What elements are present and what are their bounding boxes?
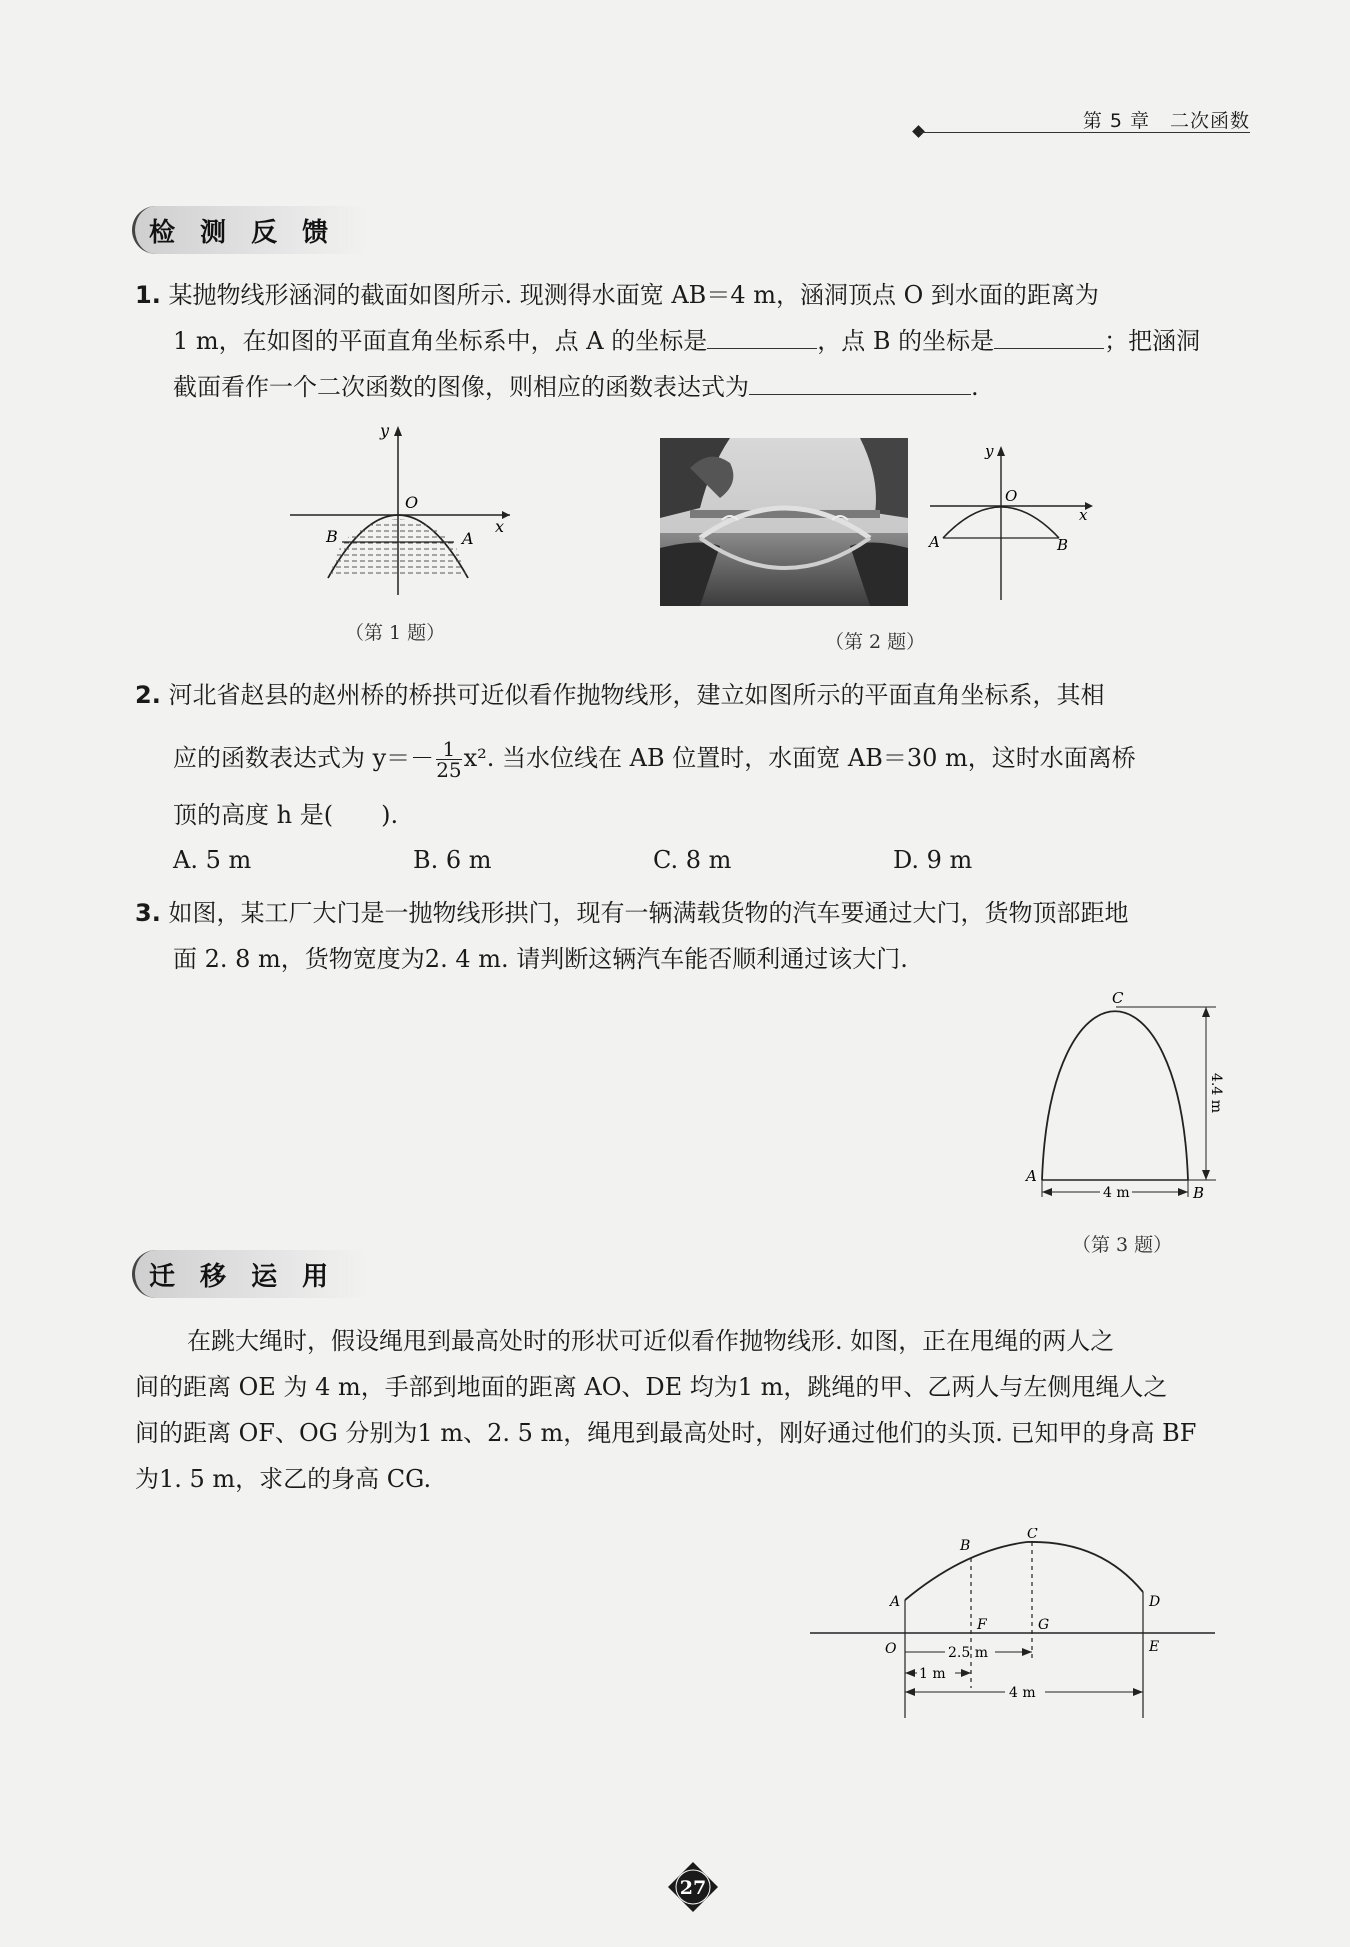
fig1-label-B: B [326,527,338,546]
fig3-label-A: A [1026,1167,1037,1185]
fig3-label-B: B [1193,1184,1205,1202]
question-3 [135,890,1255,982]
fig4-label-G: G [1038,1617,1050,1633]
fig4-label-A: A [890,1594,901,1610]
question-number: 3. [135,899,161,927]
fig4-label-O: O [885,1641,897,1657]
section-transfer-title: 迁 移 运 用 [149,1261,337,1292]
choice-a[interactable]: A. 5 m [173,846,252,874]
question-1 [135,272,1255,410]
page-number-badge [666,1860,720,1914]
question-number: 2. [135,681,161,709]
figure-1-caption: （第 1 题） [345,622,446,644]
figure-1-culvert [280,420,530,610]
fig3-label-width: 4 m [1103,1185,1130,1201]
q1-line3b: . [971,373,979,401]
answer-blank-function[interactable] [749,368,971,395]
fig1-label-O: O [405,493,419,512]
fig1-label-y: y [380,421,390,440]
fig2-label-A: A [929,533,940,551]
fig1-label-A: A [462,529,474,548]
page-number: 27 [679,1877,707,1899]
choice-c[interactable]: C. 8 m [653,846,732,874]
q2-line3: 顶的高度 h 是( ). [173,801,399,829]
transfer-line2: 间的距离 OE 为 4 m，手部到地面的距离 AO、DE 均为1 m，跳绳的甲、乙两人与左侧甩绳人之 [135,1373,1168,1401]
fig2-label-B: B [1057,536,1069,554]
q1-line3a: 截面看作一个二次函数的图像，则相应的函数表达式为 [173,373,749,401]
transfer-problem [135,1318,1255,1502]
fraction: $\frac{1}{25}$ [436,737,462,782]
q2-line1: 河北省赵县的赵州桥的桥拱可近似看作抛物线形，建立如图所示的平面直角坐标系，其相 [168,681,1105,709]
fig2-label-y: y [985,442,994,460]
header-rule [920,132,1250,133]
q3-line2: 面 2. 8 m，货物宽度为2. 4 m. 请判断这辆汽车能否顺利通过该大门. [173,945,908,973]
fig4-label-D: D [1149,1594,1161,1610]
fig2-label-O: O [1005,487,1018,505]
q1-line2c: ；把涵洞 [1104,327,1201,355]
figure-4-jump-rope [805,1528,1225,1728]
q2-line2b: x². 当水位线在 AB 位置时，水面宽 AB＝30 m，这时水面离桥 [463,744,1136,772]
q1-line2b: ，点 B 的坐标是 [817,327,995,355]
answer-blank-a[interactable] [707,322,817,349]
chapter-header: 第 5 章 二次函数 [1082,110,1250,132]
q2-line2a: 应的函数表达式为 y＝－ [173,744,435,772]
q1-line2a: 1 m，在如图的平面直角坐标系中，点 A 的坐标是 [173,327,708,355]
figure-3-gate [1020,985,1250,1205]
zhaozhou-bridge-photo [660,438,908,606]
answer-blank-b[interactable] [994,322,1104,349]
fig4-label-E: E [1149,1639,1160,1655]
transfer-line1: 在跳大绳时，假设绳甩到最高处时的形状可近似看作抛物线形. 如图，正在甩绳的两人之 [187,1327,1115,1355]
fig4-label-F: F [977,1617,987,1633]
question-2 [135,672,1255,838]
figure-2-graph [925,440,1095,605]
q3-line1: 如图，某工厂大门是一抛物线形拱门，现有一辆满载货物的汽车要通过大门，货物顶部距地 [168,899,1129,927]
choice-b[interactable]: B. 6 m [413,846,492,874]
section-transfer-tag [132,1250,370,1298]
fig4-label-C: C [1027,1528,1038,1542]
fig4-label-B: B [960,1538,971,1554]
figure-2-caption: （第 2 题） [825,631,926,653]
q1-line1: 某抛物线形涵洞的截面如图所示. 现测得水面宽 AB＝4 m，涵洞顶点 O 到水面的距离为 [168,281,1099,309]
fig1-label-x: x [495,517,505,536]
figure-3-caption: （第 3 题） [1072,1234,1173,1256]
fig3-label-C: C [1112,989,1124,1007]
fig2-label-x: x [1079,506,1088,524]
fig3-label-height: 4.4 m [1208,1073,1224,1113]
transfer-line3: 间的距离 OF、OG 分别为1 m、2. 5 m，绳甩到最高处时，刚好通过他们的头顶. 已知甲的身高 BF [135,1419,1197,1447]
section-feedback-title: 检 测 反 馈 [149,217,337,248]
fig4-label-d1: 2.5 m [948,1645,988,1661]
q2-choices [173,846,1133,874]
question-number: 1. [135,281,161,309]
fig4-label-d2: 1 m [919,1666,946,1682]
choice-d[interactable]: D. 9 m [893,846,973,874]
fig4-label-d3: 4 m [1009,1685,1036,1701]
transfer-line4: 为1. 5 m，求乙的身高 CG. [135,1465,432,1493]
section-feedback-tag [132,206,370,254]
